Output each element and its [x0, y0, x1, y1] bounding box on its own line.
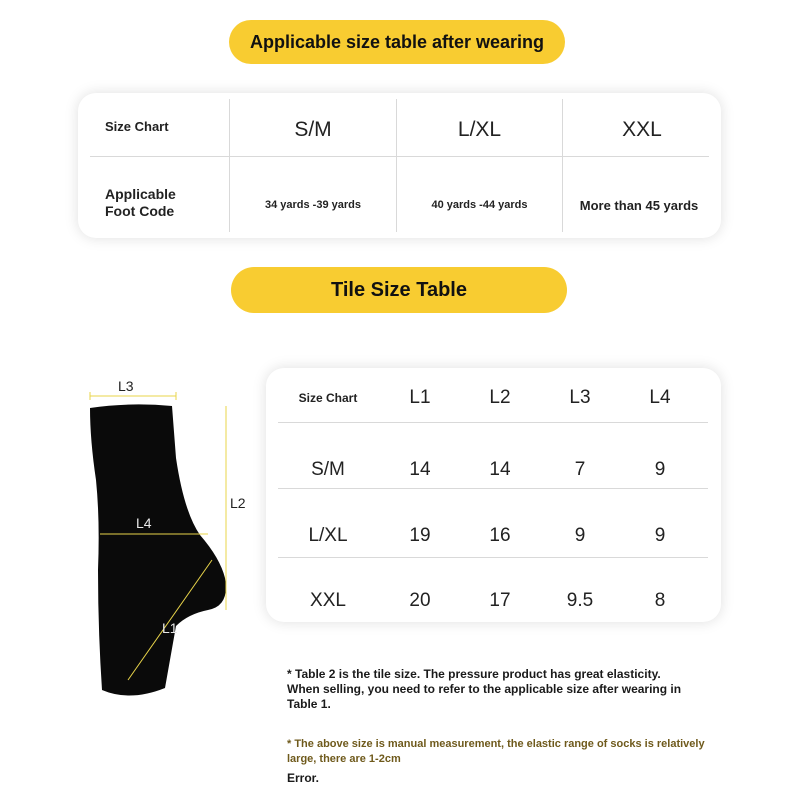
foot-code-label-line2: Foot Code — [105, 203, 175, 219]
tile-header-label: Size Chart — [298, 391, 358, 405]
note-line: * Table 2 is the tile size. The pressure product has great elasticity. — [287, 667, 661, 681]
column-header: L2 — [489, 387, 511, 408]
tile-size-table — [266, 368, 721, 622]
row-size: L/XL — [308, 525, 348, 546]
foot-code-lxl: 40 yards -44 yards — [431, 199, 528, 211]
sock-shape — [90, 404, 226, 695]
divider — [90, 156, 709, 157]
foot-code-label-line1: Applicable — [105, 186, 176, 202]
l2-label: L2 — [230, 495, 246, 511]
l1-label: L1 — [162, 620, 178, 636]
note-line: Table 1. — [287, 697, 331, 711]
wearing-size-title: Applicable size table after wearing — [229, 20, 565, 64]
wearing-size-table — [78, 93, 721, 238]
cell-value: 20 — [409, 590, 431, 611]
size-lxl-header: L/XL — [457, 118, 502, 141]
divider — [278, 557, 708, 558]
column-header: L1 — [409, 387, 431, 408]
cell-value: 8 — [654, 590, 666, 611]
column-header: L3 — [569, 387, 591, 408]
cell-value: 9.5 — [566, 590, 594, 611]
sock-diagram — [80, 370, 260, 700]
row-size: S/M — [311, 459, 345, 480]
note-tile-size — [287, 667, 681, 712]
row-size: XXL — [310, 590, 346, 611]
cell-value: 17 — [489, 590, 511, 611]
note-line: large, there are 1-2cm — [287, 753, 401, 765]
note-line: Error. — [287, 771, 320, 785]
size-sm-header: S/M — [294, 118, 332, 141]
foot-code-xxl: More than 45 yards — [579, 197, 699, 213]
foot-code-sm: 34 yards -39 yards — [264, 199, 361, 211]
cell-value: 16 — [489, 525, 511, 546]
cell-value: 19 — [409, 525, 431, 546]
size-chart-label: Size Chart — [105, 118, 169, 134]
note-line: When selling, you need to refer to the applicable size after wearing in — [287, 682, 682, 696]
divider — [278, 422, 708, 423]
l4-label: L4 — [136, 515, 152, 531]
cell-value: 14 — [409, 459, 431, 480]
tile-size-title: Tile Size Table — [231, 267, 567, 313]
foot-code-label — [105, 185, 225, 221]
note-measurement — [287, 737, 705, 786]
cell-value: 14 — [489, 459, 511, 480]
cell-value: 9 — [654, 525, 666, 546]
sock-illustration — [80, 370, 260, 700]
divider — [278, 488, 708, 489]
cell-value: 7 — [574, 459, 586, 480]
l3-label: L3 — [118, 378, 134, 394]
size-xxl-header: XXL — [622, 118, 662, 141]
cell-value: 9 — [574, 525, 586, 546]
note-line: * The above size is manual measurement, the elastic range of socks is relatively — [287, 738, 705, 750]
cell-value: 9 — [654, 459, 666, 480]
column-header: L4 — [649, 387, 671, 408]
